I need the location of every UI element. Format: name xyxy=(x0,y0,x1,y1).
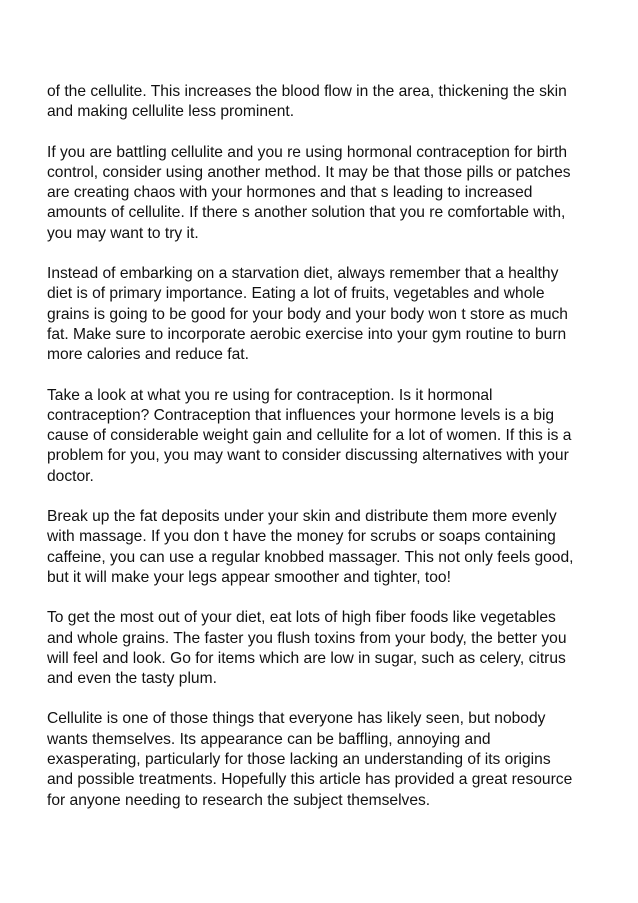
text-line: and whole grains. The faster you flush toxins from your body, the better you xyxy=(47,629,567,647)
text-line: caffeine, you can use a regular knobbed massager. This not only feels good, xyxy=(47,548,574,566)
text-line: with massage. If you don t have the money for scrubs or soaps containing xyxy=(47,528,556,546)
text-line: diet is of primary importance. Eating a lot of fruits, vegetables and whole xyxy=(47,285,545,303)
text-line: contraception? Contraception that influences your hormone levels is a big xyxy=(47,406,555,424)
text-line: doctor. xyxy=(47,467,94,485)
text-line: problem for you, you may want to consider discussing alternatives with your xyxy=(47,447,569,465)
text-line: If you are battling cellulite and you re using hormonal contraception for birth xyxy=(47,143,568,161)
text-line: Instead of embarking on a starvation diet, always remember that a healthy xyxy=(47,265,559,283)
text-line: Take a look at what you re using for contraception. Is it hormonal xyxy=(47,386,493,404)
paragraph-7 xyxy=(47,709,599,810)
text-line: cause of considerable weight gain and cellulite for a lot of women. If this is a xyxy=(47,427,572,445)
text-line: control, consider using another method. It may be that those pills or patches xyxy=(47,163,571,181)
paragraph-3 xyxy=(47,264,599,365)
text-line: amounts of cellulite. If there s another solution that you re comfortable with, xyxy=(47,204,566,222)
document-body xyxy=(47,82,599,831)
paragraph-6 xyxy=(47,608,599,689)
text-line: for anyone needing to research the subject themselves. xyxy=(47,791,431,809)
text-line: of the cellulite. This increases the blood flow in the area, thickening the skin xyxy=(47,83,567,100)
text-line: fat. Make sure to incorporate aerobic exercise into your gym routine to burn xyxy=(47,325,567,343)
text-line: Cellulite is one of those things that everyone has likely seen, but nobody xyxy=(47,710,546,728)
paragraph-5 xyxy=(47,507,599,588)
text-line: grains is going to be good for your body and your body won t store as much xyxy=(47,305,568,323)
text-line: will feel and look. Go for items which are low in sugar, such as celery, citrus xyxy=(47,649,566,667)
text-line: Break up the fat deposits under your skin and distribute them more evenly xyxy=(47,508,557,526)
paragraph-2 xyxy=(47,143,599,244)
text-line: but it will make your legs appear smoother and tighter, too! xyxy=(47,568,451,586)
text-line: and making cellulite less prominent. xyxy=(47,103,295,121)
text-line: more calories and reduce fat. xyxy=(47,346,249,364)
text-line: and possible treatments. Hopefully this article has provided a great resource xyxy=(47,771,573,789)
paragraph-4 xyxy=(47,386,599,487)
text-line: exasperating, particularly for those lacking an understanding of its origins xyxy=(47,751,551,769)
text-line: and even the tasty plum. xyxy=(47,670,217,688)
text-line: wants themselves. Its appearance can be baffling, annoying and xyxy=(47,730,491,748)
text-line: are creating chaos with your hormones and that s leading to increased xyxy=(47,184,533,202)
text-line: To get the most out of your diet, eat lots of high fiber foods like vegetables xyxy=(47,609,556,627)
paragraph-1 xyxy=(47,82,599,123)
text-line: you may want to try it. xyxy=(47,224,199,242)
